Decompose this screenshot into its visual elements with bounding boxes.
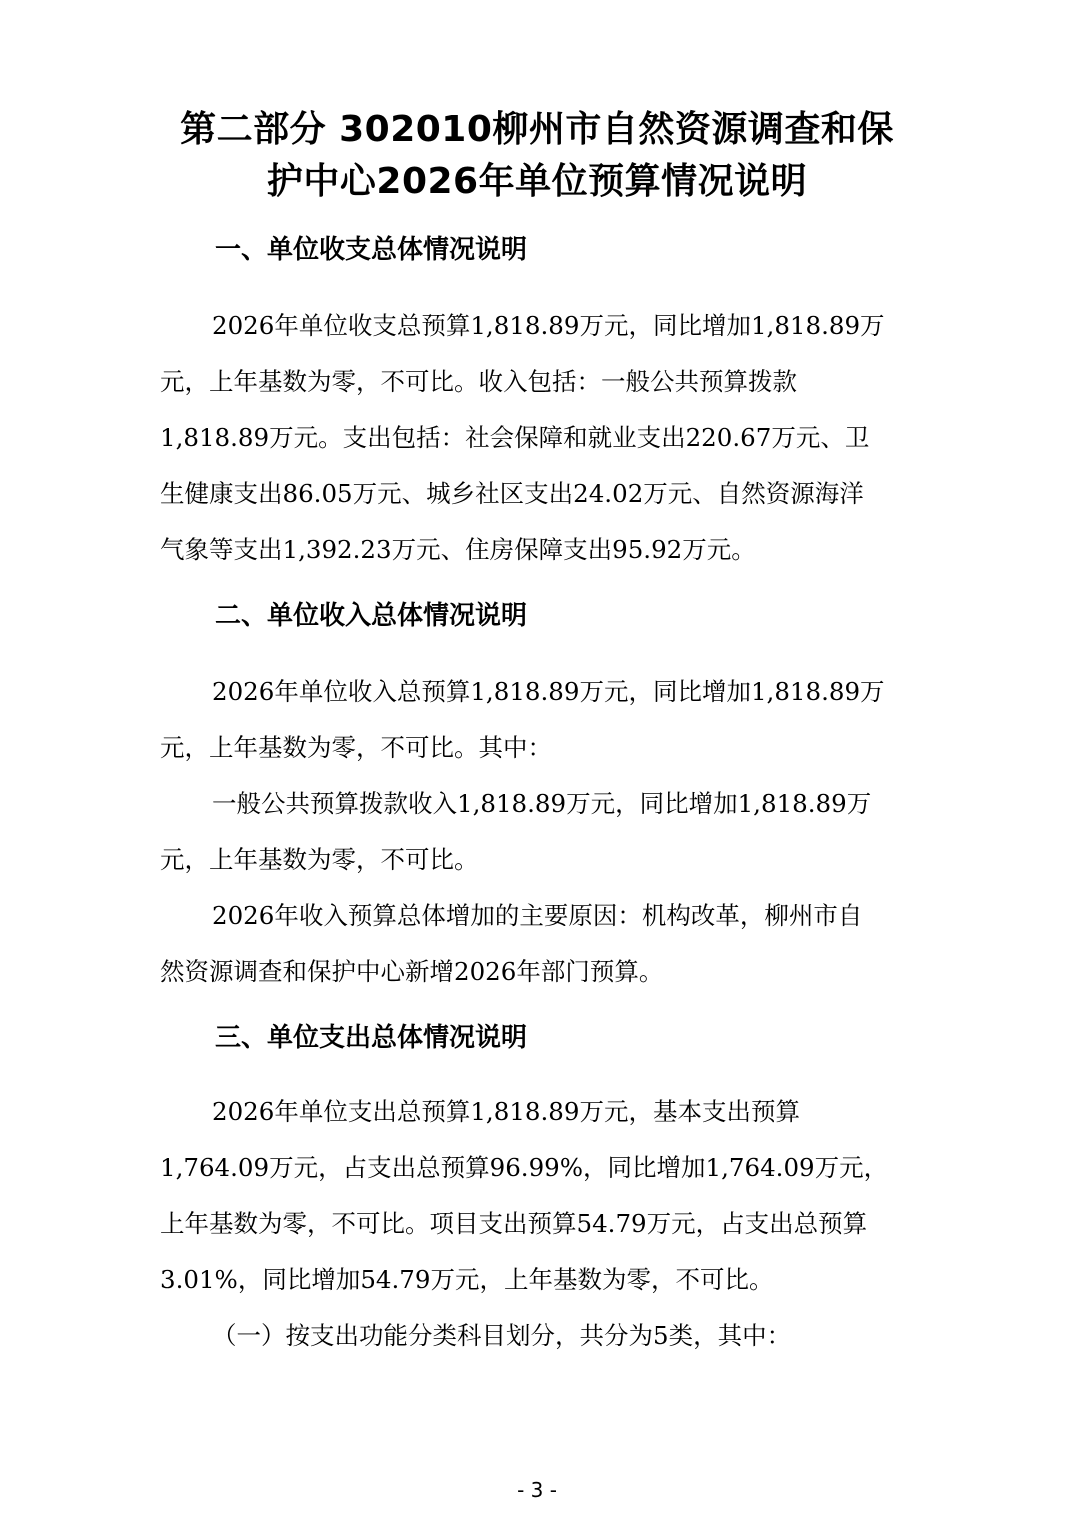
title-line-1: 第二部分 302010柳州市自然资源调查和保 xyxy=(180,109,894,150)
text-line: （一）按支出功能分类科目划分，共分为5类，其中： xyxy=(212,1321,792,1350)
section-heading-2: 二、单位收入总体情况说明 xyxy=(215,601,528,631)
text-line: 3.01%，同比增加54.79万元，上年基数为零，不可比。 xyxy=(160,1265,774,1294)
text-line: 然资源调查和保护中心新增2026年部门预算。 xyxy=(160,957,664,986)
page-title xyxy=(100,104,974,208)
section-3-paragraph xyxy=(160,1084,930,1364)
text-line: 生健康支出86.05万元、城乡社区支出24.02万元、自然资源海洋 xyxy=(160,479,864,508)
text-line: 一般公共预算拨款收入1,818.89万元，同比增加1,818.89万 xyxy=(212,789,872,818)
text-line: 元，上年基数为零，不可比。收入包括：一般公共预算拨款 xyxy=(160,367,797,396)
section-1-paragraph xyxy=(160,298,930,578)
text-line: 2026年收入预算总体增加的主要原因：机构改革，柳州市自 xyxy=(212,901,863,930)
title-line-2: 护中心2026年单位预算情况说明 xyxy=(266,161,808,202)
section-heading-1: 一、单位收支总体情况说明 xyxy=(215,235,528,265)
text-line: 2026年单位支出总预算1,818.89万元，基本支出预算 xyxy=(212,1097,800,1126)
text-line: 上年基数为零，不可比。项目支出预算54.79万元，占支出总预算 xyxy=(160,1209,868,1238)
text-line: 1,818.89万元。支出包括：社会保障和就业支出220.67万元、卫 xyxy=(160,423,870,452)
text-line: 气象等支出1,392.23万元、住房保障支出95.92万元。 xyxy=(160,535,756,564)
text-line: 1,764.09万元，占支出总预算96.99%，同比增加1,764.09万元， xyxy=(160,1153,889,1182)
text-line: 元，上年基数为零，不可比。其中： xyxy=(160,733,552,762)
text-line: 元，上年基数为零，不可比。 xyxy=(160,845,479,874)
page-number: - 3 - xyxy=(517,1478,557,1502)
section-heading-3: 三、单位支出总体情况说明 xyxy=(215,1023,528,1053)
text-line: 2026年单位收支总预算1,818.89万元，同比增加1,818.89万 xyxy=(212,311,885,340)
text-line: 2026年单位收入总预算1,818.89万元，同比增加1,818.89万 xyxy=(212,677,885,706)
section-2-paragraph xyxy=(160,664,930,1000)
